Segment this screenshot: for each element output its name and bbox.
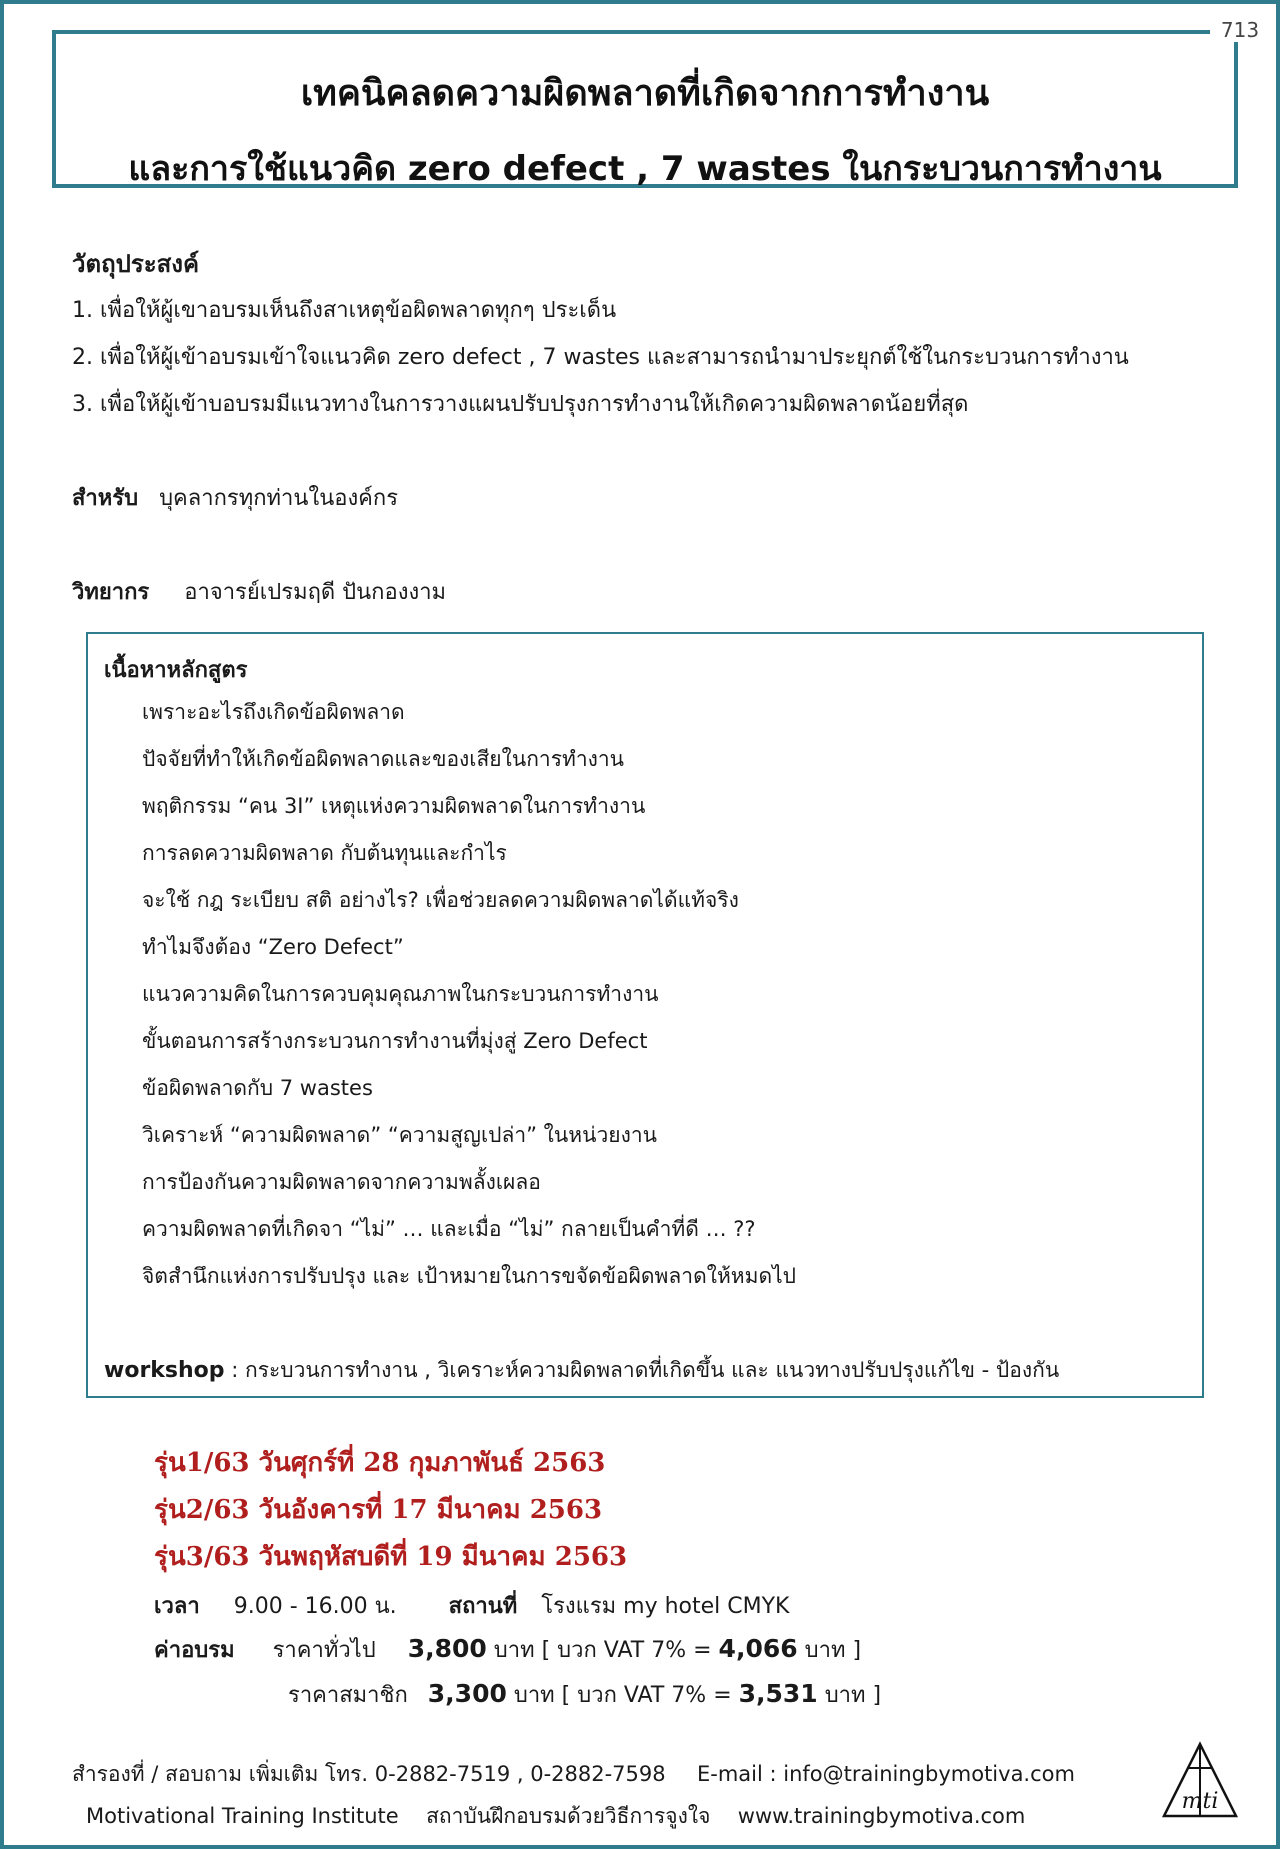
session-date: รุ่น1/63 วันศุกร์ที่ 28 กุมภาพันธ์ 2563 [154, 1448, 606, 1478]
list-item: ขั้นตอนการสร้างกระบวนการทำงานที่มุ่งสู่ Zero Defect [142, 1029, 648, 1053]
speaker-row [72, 574, 446, 609]
speaker-label: วิทยากร [72, 580, 150, 605]
fee-general-label: ราคาทั่วไป [272, 1638, 376, 1663]
objectives-heading: วัตถุประสงค์ [72, 250, 200, 278]
venue-value: โรงแรม my hotel CMYK [541, 1594, 790, 1619]
fee-member-vat: บาท [ บวก VAT 7% = [513, 1683, 732, 1708]
organization-line [86, 1800, 1025, 1833]
audience-label: สำหรับ [72, 486, 139, 511]
fee-general-vat: บาท [ บวก VAT 7% = [493, 1638, 712, 1663]
contact-line [72, 1758, 1075, 1791]
venue-label: สถานที่ [448, 1594, 518, 1619]
org-website[interactable]: www.trainingbymotiva.com [737, 1804, 1026, 1828]
list-item: การป้องกันความผิดพลาดจากความพลั้งเผลอ [142, 1170, 541, 1194]
list-item: ข้อผิดพลาดกับ 7 wastes [142, 1076, 373, 1100]
time-label: เวลา [154, 1594, 200, 1619]
workshop-label: workshop [104, 1358, 225, 1383]
list-item: พฤติกรรม “คน 3I” เหตุแห่งความผิดพลาดในการทำงาน [142, 794, 646, 818]
fee-general-suffix: บาท ] [804, 1638, 862, 1663]
list-item: ทำไมจึงต้อง “Zero Defect” [142, 935, 404, 959]
fee-member-price: 3,300 [427, 1679, 507, 1708]
list-item: การลดความผิดพลาด กับต้นทุนและกำไร [142, 841, 507, 865]
fee-member-row [288, 1677, 881, 1712]
session-date: รุ่น2/63 วันอังคารที่ 17 มีนาคม 2563 [154, 1495, 603, 1525]
list-item: ความผิดพลาดที่เกิดจา “ไม่” … และเมื่อ “ไม่” กลายเป็นคำที่ดี … ?? [142, 1217, 756, 1241]
course-content-list [142, 696, 796, 1307]
fee-member-label: ราคาสมาชิก [288, 1683, 408, 1708]
audience-row [72, 480, 398, 515]
fee-general-price: 3,800 [407, 1634, 487, 1663]
contact-email[interactable]: E-mail : info@trainingbymotiva.com [697, 1762, 1075, 1786]
objective-item: 3. เพื่อให้ผู้เข้าบอบรมมีแนวทางในการวางแผนปรับปรุงการทำงานให้เกิดความผิดพลาดน้อยที่สุด [72, 392, 969, 417]
org-name-en: Motivational Training Institute [86, 1804, 399, 1828]
workshop-line [104, 1354, 1059, 1387]
list-item: เพราะอะไรถึงเกิดข้อผิดพลาด [142, 700, 405, 724]
title-box [52, 30, 1238, 188]
fee-member-suffix: บาท ] [824, 1683, 882, 1708]
fee-general-total: 4,066 [718, 1634, 798, 1663]
fee-label: ค่าอบรม [154, 1638, 235, 1663]
contact-label: สำรองที่ / สอบถาม เพิ่มเติม [72, 1762, 319, 1786]
mti-logo-icon [1160, 1740, 1240, 1820]
objective-item: 1. เพื่อให้ผู้เขาอบรมเห็นถึงสาเหตุข้อผิดพลาดทุกๆ ประเด็น [72, 298, 617, 323]
list-item: แนวความคิดในการควบคุมคุณภาพในกระบวนการทำงาน [142, 982, 659, 1006]
course-content-box [86, 632, 1204, 1398]
list-item: จะใช้ กฎ ระเบียบ สติ อย่างไร? เพื่อช่วยลดความผิดพลาดได้แท้จริง [142, 888, 739, 912]
fee-member-total: 3,531 [738, 1679, 818, 1708]
audience-value: บุคลากรทุกท่านในองค์กร [159, 486, 399, 511]
speaker-value: อาจารย์เปรมฤดี ปันกองงาม [184, 580, 447, 605]
svg-text:mti: mti [1181, 1789, 1219, 1814]
workshop-text: : กระบวนการทำงาน , วิเคราะห์ความผิดพลาดที่เกิดขึ้น และ แนวทางปรับปรุงแก้ไข - ป้องกัน [224, 1358, 1060, 1382]
list-item: ปัจจัยที่ทำให้เกิดข้อผิดพลาดและของเสียในการทำงาน [142, 747, 625, 771]
time-venue-row [154, 1588, 789, 1623]
course-content-heading: เนื้อหาหลักสูตร [104, 658, 248, 683]
list-item: จิตสำนึกแห่งการปรับปรุง และ เป้าหมายในการขจัดข้อผิดพลาดให้หมดไป [142, 1264, 797, 1288]
objective-item: 2. เพื่อให้ผู้เข้าอบรมเข้าใจแนวคิด zero defect , 7 wastes และสามารถนำมาประยุกต์ใช้ในกระบวนการทำงาน [72, 345, 1129, 370]
time-value: 9.00 - 16.00 น. [233, 1594, 397, 1619]
page-subtitle: และการใช้แนวคิด zero defect , 7 wastes ในกระบวนการทำงาน [128, 149, 1162, 189]
org-name-th: สถาบันฝึกอบรมด้วยวิธีการจูงใจ [426, 1804, 711, 1828]
contact-phone: โทร. 0-2882-7519 , 0-2882-7598 [325, 1762, 666, 1786]
fee-general-row [154, 1632, 861, 1667]
session-date: รุ่น3/63 วันพฤหัสบดีที่ 19 มีนาคม 2563 [154, 1542, 628, 1572]
page-number: 713 [1210, 18, 1270, 42]
list-item: วิเคราะห์ “ความผิดพลาด” “ความสูญเปล่า” ในหน่วยงาน [142, 1123, 657, 1147]
page-title: เทคนิคลดความผิดพลาดที่เกิดจากการทำงาน [300, 73, 990, 114]
